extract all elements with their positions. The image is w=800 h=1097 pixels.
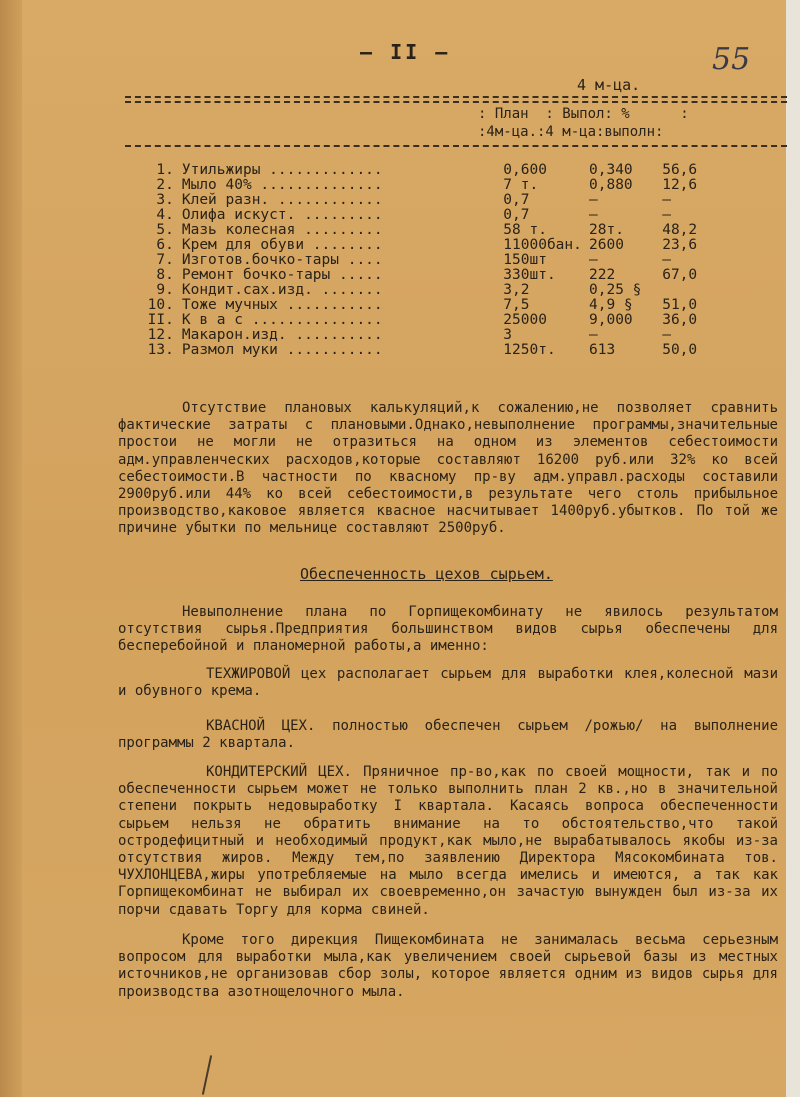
plan-value: 330шт. — [503, 267, 556, 283]
table-row — [144, 193, 704, 208]
percent-value: 51,0 — [662, 297, 698, 313]
done-value: 2600 — [589, 237, 624, 253]
row-number: 10. — [147, 297, 174, 313]
paragraph-costs: Отсутствие плановых калькуляций,к сожалению,не позволяет сравнить фактические затраты с плановыми.Однако,невыполнение программы,значительные простои не могли не отразиться на одном из элементов себестоимости адм.управленческих расходов,которые составляют 16200 руб.или 32% ко всей себестоимости.В частности по квасному пр-ву адм.управл.расходы составили 2900руб.или 44% ко всей себестоимости,в результате чего столь прибыльное производство,каковое является квасное насчитывает 1400руб.убытков. По той же причине убытки по мельнице составляют 2500руб. — [118, 400, 778, 537]
paragraph-kvass-workshop: КВАСНОЙ ЦЕХ. полностью обеспечен сырьем /рожью/ на выполнение программы 2 квартала. — [118, 718, 778, 752]
percent-value: — — [662, 207, 671, 223]
done-value: — — [589, 192, 598, 208]
done-value: 9,000 — [589, 312, 633, 328]
production-table — [144, 163, 704, 358]
done-value: 28т. — [589, 222, 624, 238]
plan-value: 7,5 — [503, 297, 530, 313]
paragraph-fat-workshop: ТЕХЖИРОВОЙ цех располагает сырьем для выработки клея,колесной мази и обувного крема. — [118, 666, 778, 700]
plan-value: 7 т. — [503, 177, 539, 193]
row-number: 12. — [147, 327, 174, 343]
row-number: 13. — [147, 342, 174, 358]
table-row — [144, 283, 704, 298]
row-number: 9. — [156, 282, 174, 298]
page-edge-right — [786, 0, 800, 1097]
done-value: 0,340 — [589, 162, 633, 178]
pencil-mark — [202, 1055, 212, 1095]
table-row — [144, 223, 704, 238]
archive-page-number: 55 — [712, 42, 751, 77]
percent-value: 48,2 — [662, 222, 698, 238]
plan-value: 58 т. — [503, 222, 547, 238]
row-number: 7. — [156, 252, 174, 268]
item-name: Крем для обуви ........ — [181, 237, 383, 253]
item-name: Мазь колесная ......... — [181, 222, 383, 238]
column-header-line-2: :4м-ца.:4 м-ца:выполн: — [478, 124, 664, 140]
table-rule-bottom — [125, 145, 787, 147]
done-value: 0,25 § — [589, 282, 642, 298]
item-name: Олифа искуст. ......... — [181, 207, 383, 223]
done-value: 613 — [589, 342, 616, 358]
item-name: Тоже мучных ........... — [181, 297, 383, 313]
percent-value: 50,0 — [662, 342, 698, 358]
percent-value: 56,6 — [662, 162, 698, 178]
item-name: Размол муки ........... — [181, 342, 383, 358]
paragraph-raw-materials: Невыполнение плана по Горпищекомбинату не явилось результатом отсутствия сырья.Предприятия большинством видов сырья обеспечены для бесперебойной и планомерной работы,а именно: — [118, 604, 778, 655]
item-name: Ремонт бочко-тары ..... — [181, 267, 383, 283]
item-name: Кондит.сах.изд. ....... — [181, 282, 383, 298]
percent-value: 23,6 — [662, 237, 698, 253]
paragraph-directorate: Кроме того дирекция Пищекомбината не занималась весьма серьезным вопросом для выработки мыла,как увеличением своей сырьевой базы из местных источников,не организовав сбор золы, которое является одним из видов сырья для производства азотнощелочного мыла. — [118, 932, 778, 1000]
plan-value: 0,7 — [503, 207, 530, 223]
percent-value: — — [662, 192, 671, 208]
row-number: 3. — [156, 192, 174, 208]
done-value: — — [589, 207, 598, 223]
done-value: 0,880 — [589, 177, 633, 193]
table-row — [144, 178, 704, 193]
table-row — [144, 208, 704, 223]
plan-value: 25000 — [503, 312, 547, 328]
row-number: 5. — [156, 222, 174, 238]
row-number: 2. — [156, 177, 174, 193]
percent-value — [662, 283, 704, 298]
plan-value: 0,7 — [503, 192, 530, 208]
item-name: Макарон.изд. .......... — [181, 327, 383, 343]
table-rule-top — [125, 96, 787, 98]
done-value: — — [589, 252, 598, 268]
percent-value: — — [662, 252, 671, 268]
table-row — [144, 328, 704, 343]
plan-value: 1250т. — [503, 342, 556, 358]
table-row — [144, 268, 704, 283]
done-value: 222 — [589, 267, 616, 283]
table-rule-top-2 — [125, 101, 787, 103]
row-number: 8. — [156, 267, 174, 283]
paragraph-confectionery-workshop: КОНДИТЕРСКИЙ ЦЕХ. Пряничное пр-во,как по своей мощности, так и по обеспеченности сырьем может не только выполнить план 2 кв.,но в значительной степени покрыть недовыработку I квартала. Касаясь вопроса обеспеченности сырьем нельзя не обратить внимание на то обстоятельство,что такой остродефицитный и необходимый продукт,как мыло,не вырабатывалось якобы из-за отсутствия жиров. Между тем,по заявлению Директора Мясокомбината тов. ЧУХЛОНЦЕВА,жиры употребляемые на мыло всегда имелись и имеются, а так как Горпищекомбинат не выбирал их своевременно,он зачастую вынужден был из-за их порчи сдавать Торгу для корма свиней. — [118, 764, 778, 918]
percent-value: 36,0 — [662, 312, 698, 328]
row-number: 4. — [156, 207, 174, 223]
plan-value: 0,600 — [503, 162, 547, 178]
item-name: Мыло 40% .............. — [181, 177, 383, 193]
table-row — [144, 298, 704, 313]
table-row — [144, 163, 704, 178]
section-title: Обеспеченность цехов сырьем. — [300, 565, 553, 583]
plan-value: 11000бан. — [503, 237, 582, 253]
column-header-line-1: : План : Выпол: % : — [478, 106, 689, 122]
percent-value: 67,0 — [662, 267, 698, 283]
period-header: 4 м-ца. — [577, 76, 641, 94]
plan-value: 150шт — [503, 252, 547, 268]
table-row — [144, 313, 704, 328]
row-number: II. — [147, 312, 174, 328]
row-number: 6. — [156, 237, 174, 253]
table-row — [144, 253, 704, 268]
table-row — [144, 238, 704, 253]
item-name: Утильжиры ............. — [181, 162, 383, 178]
percent-value: — — [662, 327, 671, 343]
item-name: К в а с ............... — [181, 312, 383, 328]
plan-value: 3 — [503, 327, 513, 343]
item-name: Клей разн. ............ — [181, 192, 383, 208]
table-row — [144, 343, 704, 358]
row-number: 1. — [156, 162, 174, 178]
done-value: 4,9 § — [589, 297, 633, 313]
item-name: Изготов.бочко-тары .... — [181, 252, 383, 268]
page-number: — II — — [360, 40, 451, 64]
plan-value: 3,2 — [503, 282, 530, 298]
done-value: — — [589, 327, 598, 343]
page-shadow-left — [0, 0, 22, 1097]
percent-value: 12,6 — [662, 177, 698, 193]
